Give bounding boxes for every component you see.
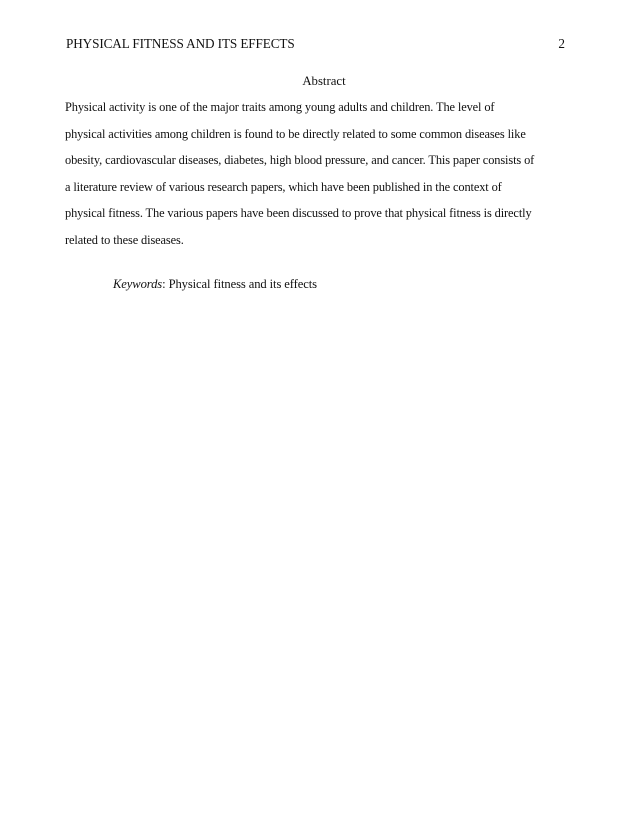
running-head: PHYSICAL FITNESS AND ITS EFFECTS — [66, 36, 295, 51]
abstract-line: a literature review of various research papers, which have been published in the context of — [65, 179, 502, 194]
keywords-line — [113, 276, 317, 292]
keywords-value: Physical fitness and its effects — [168, 277, 317, 291]
abstract-line: Physical activity is one of the major traits among young adults and children. The level of — [65, 100, 495, 114]
abstract-line: physical activities among children is found to be directly related to some common diseases like — [65, 126, 526, 141]
abstract-line: physical fitness. The various papers have been discussed to prove that physical fitness is directly — [65, 206, 532, 221]
page-number: 2 — [558, 36, 565, 51]
abstract-body — [65, 99, 585, 259]
abstract-line: obesity, cardiovascular diseases, diabetes, high blood pressure, and cancer. This paper consists of — [65, 153, 535, 168]
abstract-title: Abstract — [302, 74, 346, 88]
keywords-separator: : — [162, 277, 169, 291]
abstract-line: related to these diseases. — [65, 232, 184, 247]
keywords-label: Keywords — [113, 277, 163, 291]
